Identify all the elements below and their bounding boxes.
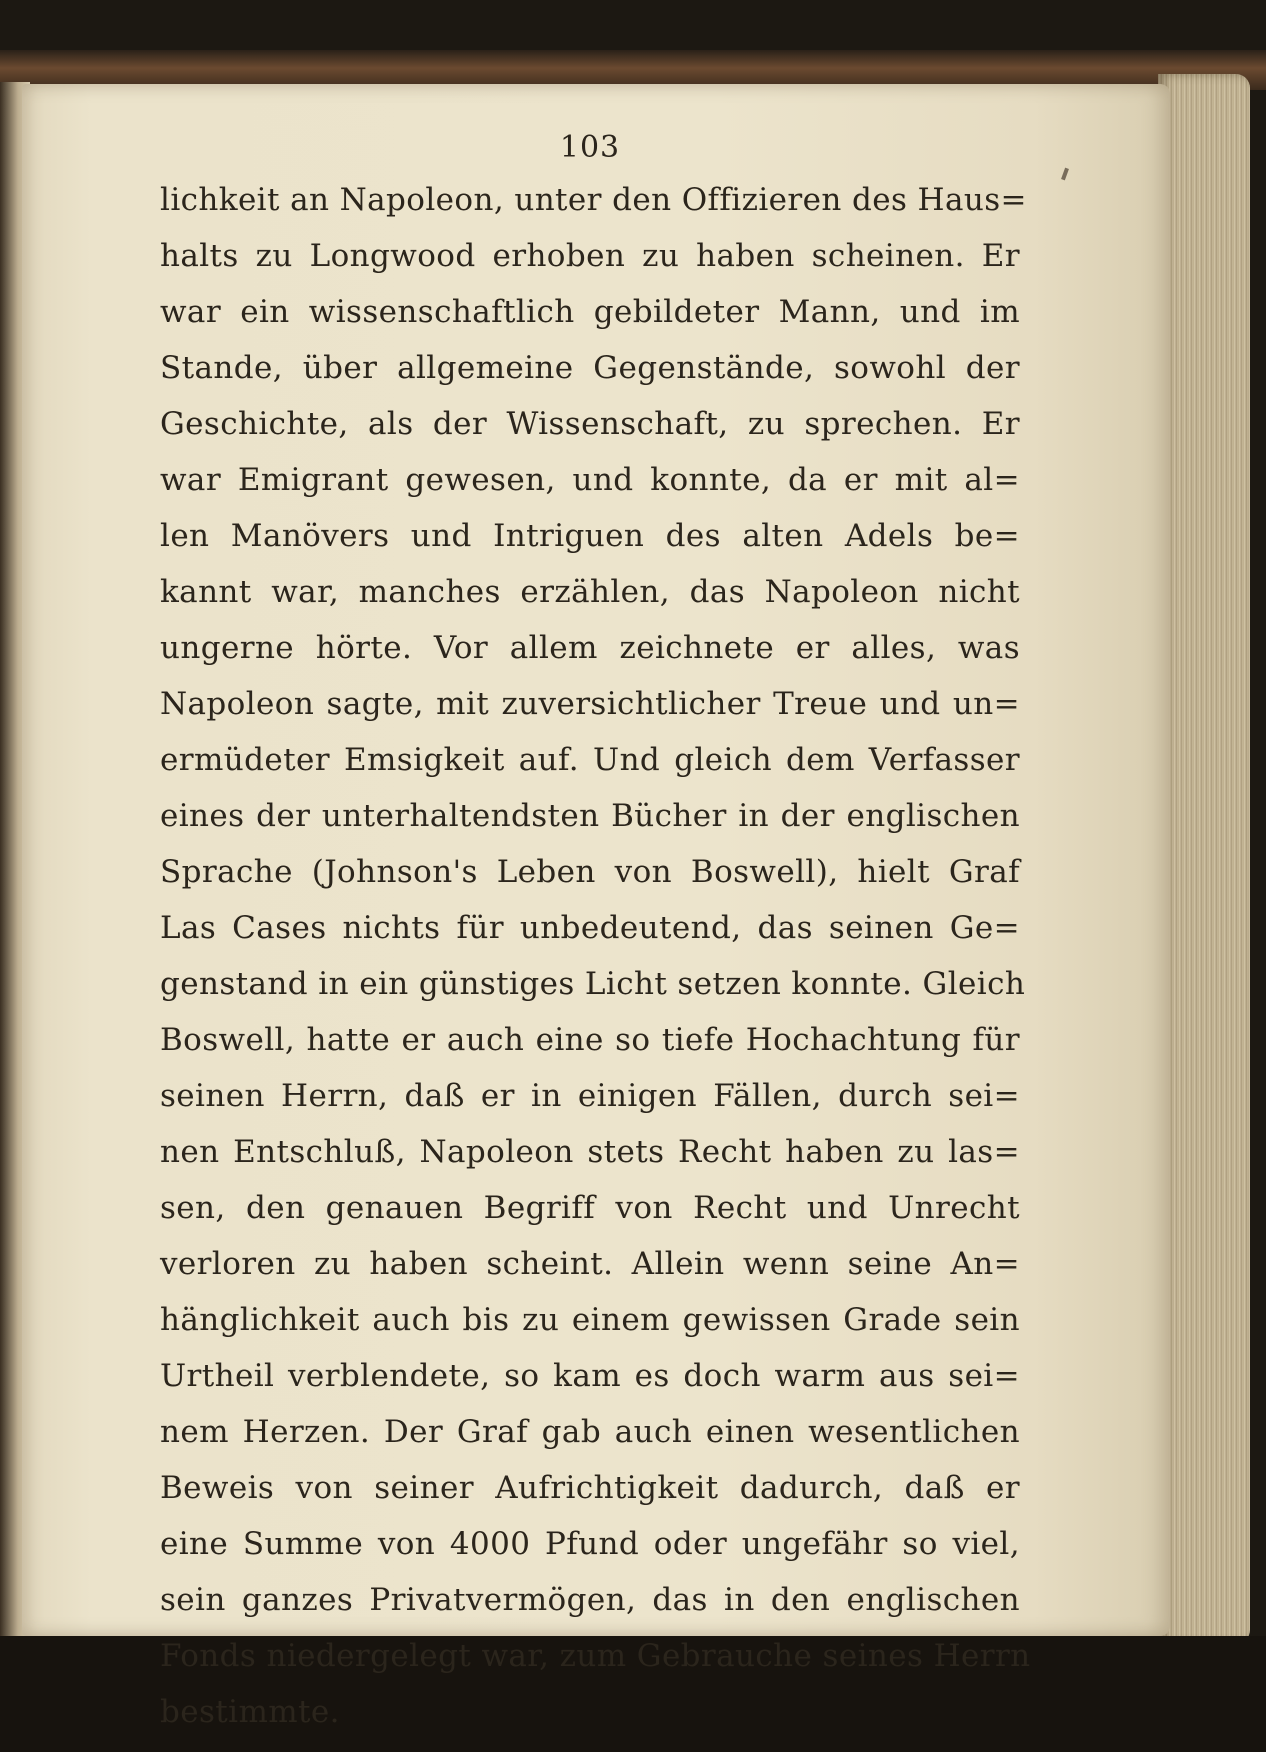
text-line: Napoleon sagte, mit zuversichtlicher Treue und un= — [160, 686, 1020, 722]
text-line: genstand in ein günstiges Licht setzen konnte. Gleich — [160, 966, 1026, 1002]
text-line: hänglichkeit auch bis zu einem gewissen Grade sein — [160, 1302, 1020, 1338]
text-line: nen Entschluß, Napoleon stets Recht haben zu las= — [160, 1134, 1020, 1170]
text-line: nem Herzen. Der Graf gab auch einen wesentlichen — [160, 1414, 1020, 1450]
text-line: len Manövers und Intriguen des alten Adels be= — [160, 518, 1020, 554]
text-line: kannt war, manches erzählen, das Napoleon nicht — [160, 574, 1020, 610]
text-line: verloren zu haben scheint. Allein wenn seine An= — [160, 1246, 1020, 1282]
text-line: war Emigrant gewesen, und konnte, da er mit al= — [160, 462, 1020, 498]
text-line: eines der unterhaltendsten Bücher in der englischen — [160, 798, 1020, 834]
text-line: Fonds niedergelegt war, zum Gebrauche seines Herrn — [160, 1638, 1031, 1674]
text-line: war ein wissenschaftlich gebildeter Mann, und im — [160, 294, 1020, 330]
body-text — [160, 172, 1031, 1740]
book-page-edges — [1158, 74, 1250, 1644]
text-line: Boswell, hatte er auch eine so tiefe Hochachtung für — [160, 1022, 1020, 1058]
page-number: 103 — [559, 130, 621, 165]
text-line: bestimmte. — [160, 1694, 340, 1730]
text-line: halts zu Longwood erhoben zu haben scheinen. Er — [160, 238, 1020, 274]
text-line: Beweis von seiner Aufrichtigkeit dadurch, daß er — [160, 1470, 1020, 1506]
text-line: eine Summe von 4000 Pfund oder ungefähr so viel, — [160, 1526, 1020, 1562]
text-line: Stande, über allgemeine Gegenstände, sowohl der — [160, 350, 1020, 386]
text-line: seinen Herrn, daß er in einigen Fällen, durch sei= — [160, 1078, 1020, 1114]
text-line: sen, den genauen Begriff von Recht und Unrecht — [160, 1190, 1020, 1226]
text-line: lichkeit an Napoleon, unter den Offizieren des Haus= — [160, 182, 1027, 218]
text-line: sein ganzes Privatvermögen, das in den englischen — [160, 1582, 1020, 1618]
text-line: Sprache (Johnson's Leben von Boswell), hielt Graf — [160, 854, 1020, 890]
text-line: Geschichte, als der Wissenschaft, zu sprechen. Er — [160, 406, 1020, 442]
text-line: Las Cases nichts für unbedeutend, das seinen Ge= — [160, 910, 1020, 946]
text-line: Urtheil verblendete, so kam es doch warm aus sei= — [160, 1358, 1020, 1394]
text-line: ungerne hörte. Vor allem zeichnete er alles, was — [160, 630, 1020, 666]
text-block — [160, 128, 1031, 1740]
text-line: ermüdeter Emsigkeit auf. Und gleich dem Verfasser — [160, 742, 1020, 778]
